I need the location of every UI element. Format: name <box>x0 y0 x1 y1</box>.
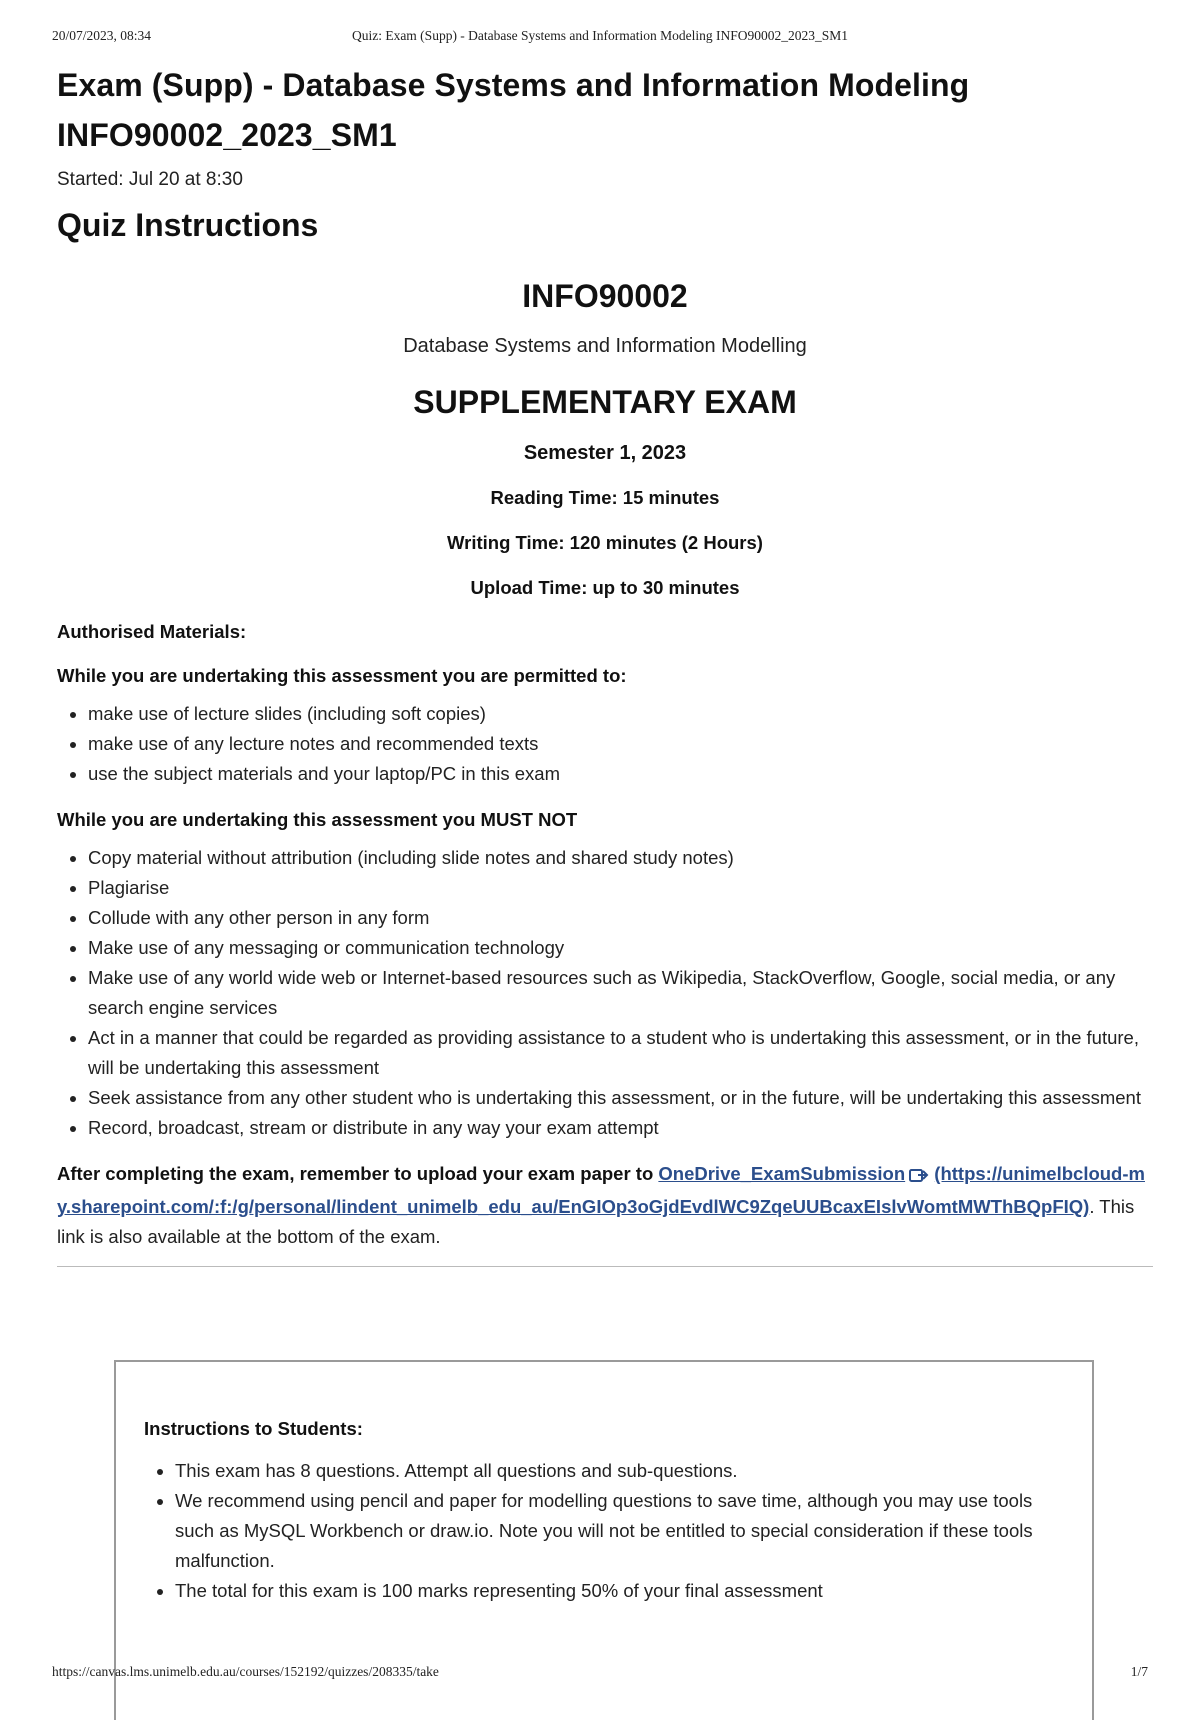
instructions-list <box>144 1456 1052 1606</box>
list-item: • Seek assistance from any other student who is undertaking this assessment, or in the future, will be undertaking this assessment <box>88 1083 1153 1113</box>
print-footer <box>52 1664 1148 1684</box>
print-header <box>52 28 1148 48</box>
list-item: • Collude with any other person in any form <box>88 903 1153 933</box>
writing-time: Writing Time: 120 minutes (2 Hours) <box>447 532 763 553</box>
upload-note-tail: . This link is also available at the bottom of the exam. <box>57 1196 1135 1247</box>
page-title-line1: Exam (Supp) - Database Systems and Information Modeling <box>57 67 970 103</box>
semester: Semester 1, 2023 <box>523 442 687 464</box>
list-item: • make use of lecture slides (including soft copies) <box>88 699 1153 729</box>
print-page-number: 1/7 <box>1130 1664 1148 1679</box>
list-item: • make use of any lecture notes and recommended texts <box>88 729 1153 759</box>
list-item: • This exam has 8 questions. Attempt all questions and sub-questions. <box>175 1456 1052 1486</box>
page-title-line2: INFO90002_2023_SM1 <box>57 117 397 153</box>
list-item: • use the subject materials and your laptop/PC in this exam <box>88 759 1153 789</box>
onedrive-link-text: OneDrive_ExamSubmission <box>658 1163 906 1184</box>
quiz-instructions-heading: Quiz Instructions <box>57 207 319 243</box>
must-not-heading: While you are undertaking this assessment you MUST NOT <box>57 809 578 830</box>
list-item: • Make use of any messaging or communication technology <box>88 933 1153 963</box>
course-name: Database Systems and Information Modelling <box>403 335 807 357</box>
must-not-list <box>57 843 1153 1143</box>
course-code: INFO90002 <box>522 278 688 314</box>
external-link-icon <box>909 1162 929 1192</box>
reading-time: Reading Time: 15 minutes <box>490 487 720 508</box>
started-timestamp: Started: Jul 20 at 8:30 <box>57 169 243 190</box>
instructions-to-students-heading: Instructions to Students: <box>144 1418 363 1439</box>
print-doc-title: Quiz: Exam (Supp) - Database Systems and Information Modeling INFO90002_2023_SM1 <box>351 28 849 43</box>
list-item: • Make use of any world wide web or Internet-based resources such as Wikipedia, StackOverflow, Google, social media, or any search engine services <box>88 963 1153 1023</box>
print-url: https://canvas.lms.unimelb.edu.au/courses/152192/quizzes/208335/take <box>52 1664 439 1679</box>
upload-note <box>57 1159 1153 1252</box>
quiz-content <box>57 60 1153 1267</box>
permitted-heading: While you are undertaking this assessment you are permitted to: <box>57 665 627 686</box>
onedrive-submission-link[interactable] <box>658 1163 929 1184</box>
list-item: • Act in a manner that could be regarded as providing assistance to a student who is undertaking this assessment, or in the future, will be undertaking this assessment <box>88 1023 1153 1083</box>
list-item: • The total for this exam is 100 marks representing 50% of your final assessment <box>175 1576 1052 1606</box>
onedrive-url-link[interactable]: (https://unimelbcloud-my.sharepoint.com/:f:/g/personal/lindent_unimelb_edu_au/EnGIOp3oGjdEvdlWC9ZqeUUBcaxEIslvWomtMWThBQpFIQ) <box>57 1163 1145 1217</box>
list-item: • Copy material without attribution (including slide notes and shared study notes) <box>88 843 1153 873</box>
upload-time: Upload Time: up to 30 minutes <box>470 577 740 598</box>
list-item: • We recommend using pencil and paper for modelling questions to save time, although you may use tools such as MySQL Workbench or draw.io. Note you will not be entitled to special consideration if these tools malfunction. <box>175 1486 1052 1576</box>
page-title <box>57 60 1153 160</box>
exam-type: SUPPLEMENTARY EXAM <box>413 384 797 420</box>
list-item: • Plagiarise <box>88 873 1153 903</box>
upload-note-lead: After completing the exam, remember to upload your exam paper to <box>57 1163 659 1184</box>
permitted-list <box>57 699 1153 789</box>
divider <box>57 1266 1153 1267</box>
list-item: • Record, broadcast, stream or distribute in any way your exam attempt <box>88 1113 1153 1143</box>
print-datetime: 20/07/2023, 08:34 <box>52 28 152 43</box>
authorised-materials-heading: Authorised Materials: <box>57 621 247 642</box>
